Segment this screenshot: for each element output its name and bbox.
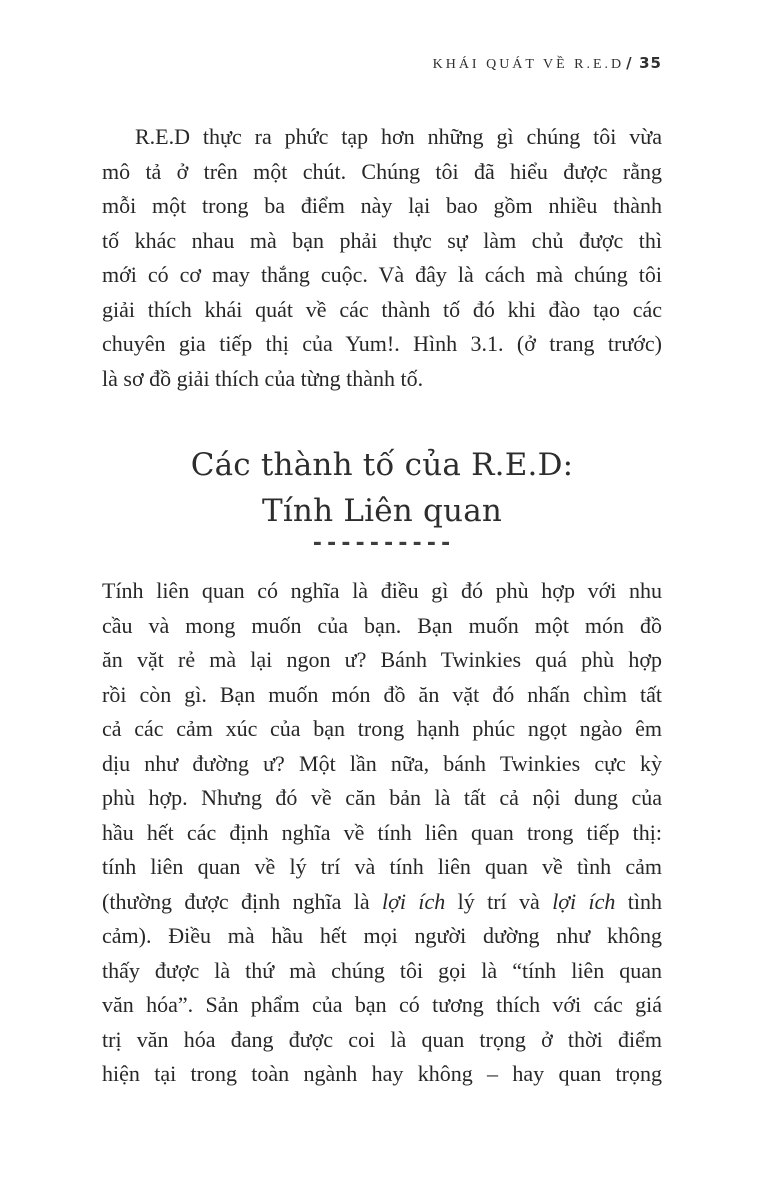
section-heading-line2: Tính Liên quan	[261, 493, 503, 529]
text-line: văn hóa”. Sản phẩm của bạn có tương thích với các giá	[102, 992, 662, 1017]
text-line: thấy được là thứ mà chúng tôi gọi là “tính liên quan	[102, 957, 662, 983]
text-line: R.E.D thực ra phức tạp hơn những gì chúng tôi vừa	[135, 124, 662, 149]
page-content	[102, 0, 662, 1092]
text-line: chuyên gia tiếp thị của Yum!. Hình 3.1. (ở trang trước)	[102, 331, 662, 356]
text-line: tính liên quan về lý trí và tính liên quan về tình cảm	[102, 854, 662, 879]
text-line: cả các cảm xúc của bạn trong hạnh phúc ngọt ngào êm	[102, 716, 662, 741]
text-line: là sơ đồ giải thích của từng thành tố.	[102, 365, 424, 391]
text-segment: tình	[615, 888, 663, 914]
dashed-separator: ----------	[310, 531, 454, 556]
page-number: 35	[639, 54, 662, 72]
text-line: cảm). Điều mà hầu hết mọi người dường như không	[102, 923, 662, 948]
text-line: tố khác nhau mà bạn phải thực sự làm chủ được thì	[102, 227, 662, 253]
text-line: cầu và mong muốn của bạn. Bạn muốn một món đồ	[102, 612, 662, 638]
text-line: phù hợp. Nhưng đó về căn bản là tất cả nội dung của	[102, 785, 662, 810]
text-line: mô tả ở trên một chút. Chúng tôi đã hiểu được rằng	[102, 158, 662, 184]
text-line: hầu hết các định nghĩa về tính liên quan trong tiếp thị:	[102, 819, 662, 845]
text-line: hiện tại trong toàn ngành hay không – hay quan trọng	[102, 1061, 662, 1086]
italic-text-segment: lợi ích	[552, 888, 616, 914]
text-line-with-italics	[102, 885, 662, 920]
section-heading-line1: Các thành tố của R.E.D:	[190, 447, 574, 483]
text-line: mới có cơ may thắng cuộc. Và đây là cách mà chúng tôi	[102, 262, 662, 287]
text-segment: lý trí và	[445, 888, 553, 914]
text-line: giải thích khái quát về các thành tố đó khi đào tạo các	[102, 296, 662, 322]
text-line: rồi còn gì. Bạn muốn món đồ ăn vặt đó nhấn chìm tất	[102, 681, 662, 707]
running-header-chapter-title: KHÁI QUÁT VỀ R.E.D	[432, 57, 625, 72]
text-segment: (thường được định nghĩa là	[102, 888, 383, 914]
relevance-paragraph	[102, 574, 662, 1092]
text-line: mỗi một trong ba điểm này lại bao gồm nhiều thành	[102, 193, 662, 218]
italic-text-segment: lợi ích	[382, 888, 446, 914]
text-line: ăn vặt rẻ mà lại ngon ư? Bánh Twinkies quá phù hợp	[102, 647, 662, 672]
text-line: trị văn hóa đang được coi là quan trọng ở thời điểm	[102, 1026, 662, 1052]
running-header	[102, 54, 662, 74]
text-line: Tính liên quan có nghĩa là điều gì đó phù hợp với nhu	[102, 578, 662, 603]
section-heading	[102, 442, 662, 534]
text-line: dịu như đường ư? Một lần nữa, bánh Twinkies cực kỳ	[102, 750, 662, 776]
intro-paragraph	[102, 120, 662, 396]
running-header-divider: /	[626, 54, 633, 72]
